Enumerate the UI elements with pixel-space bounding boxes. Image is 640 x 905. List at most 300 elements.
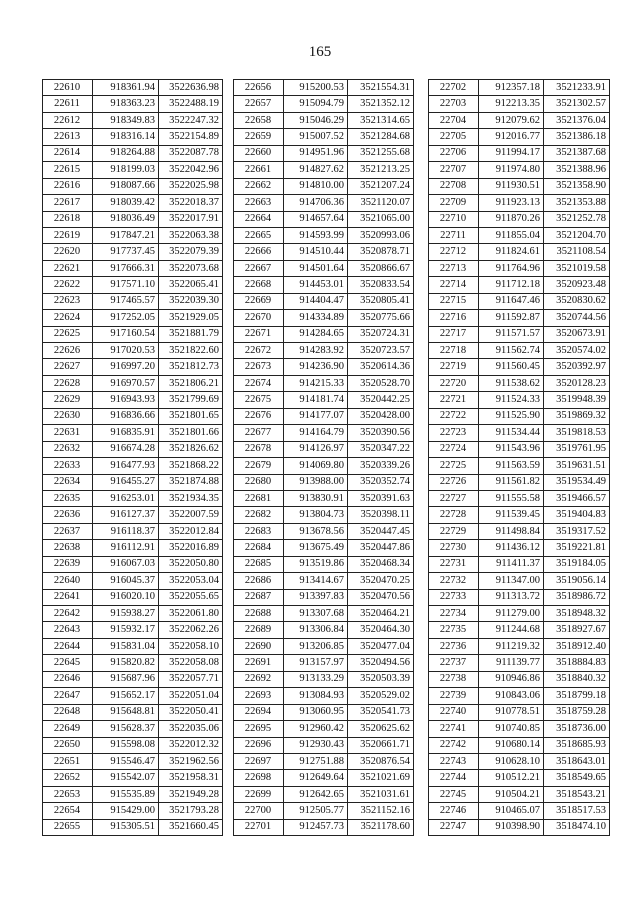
point-id-cell: 22645 <box>43 655 93 671</box>
y-coordinate-cell: 3518517.53 <box>544 803 610 819</box>
table-row <box>43 737 223 753</box>
point-id-cell: 22665 <box>234 227 284 243</box>
point-id-cell: 22658 <box>234 112 284 128</box>
table-row <box>429 770 610 786</box>
x-coordinate-cell: 918316.14 <box>93 129 159 145</box>
point-id-cell: 22738 <box>429 671 479 687</box>
y-coordinate-cell: 3519184.05 <box>544 556 610 572</box>
point-id-cell: 22688 <box>234 606 284 622</box>
y-coordinate-cell: 3520447.86 <box>348 540 414 556</box>
x-coordinate-cell: 913084.93 <box>284 688 348 704</box>
x-coordinate-cell: 914810.00 <box>284 178 348 194</box>
y-coordinate-cell: 3521793.28 <box>159 803 223 819</box>
y-coordinate-cell: 3521881.79 <box>159 326 223 342</box>
y-coordinate-cell: 3518948.32 <box>544 606 610 622</box>
x-coordinate-cell: 916253.01 <box>93 490 159 506</box>
point-id-cell: 22657 <box>234 96 284 112</box>
table-row <box>429 803 610 819</box>
x-coordinate-cell: 911764.96 <box>479 260 544 276</box>
point-id-cell: 22725 <box>429 458 479 474</box>
table-row <box>429 523 610 539</box>
point-id-cell: 22693 <box>234 688 284 704</box>
y-coordinate-cell: 3520352.74 <box>348 474 414 490</box>
x-coordinate-cell: 914215.33 <box>284 375 348 391</box>
y-coordinate-cell: 3518927.67 <box>544 622 610 638</box>
y-coordinate-cell: 3520723.57 <box>348 343 414 359</box>
y-coordinate-cell: 3521826.62 <box>159 441 223 457</box>
y-coordinate-cell: 3521284.68 <box>348 129 414 145</box>
y-coordinate-cell: 3521388.96 <box>544 162 610 178</box>
y-coordinate-cell: 3521387.68 <box>544 145 610 161</box>
point-id-cell: 22679 <box>234 458 284 474</box>
x-coordinate-cell: 911543.96 <box>479 441 544 457</box>
point-id-cell: 22740 <box>429 704 479 720</box>
table-row <box>234 425 414 441</box>
point-id-cell: 22702 <box>429 80 479 96</box>
point-id-cell: 22734 <box>429 606 479 622</box>
x-coordinate-cell: 911994.17 <box>479 145 544 161</box>
x-coordinate-cell: 915938.27 <box>93 606 159 622</box>
table-row <box>43 786 223 802</box>
x-coordinate-cell: 915820.82 <box>93 655 159 671</box>
table-row <box>234 211 414 227</box>
y-coordinate-cell: 3522057.71 <box>159 671 223 687</box>
point-id-cell: 22733 <box>429 589 479 605</box>
table-row <box>234 145 414 161</box>
table-row <box>234 277 414 293</box>
table-row <box>429 211 610 227</box>
x-coordinate-cell: 916127.37 <box>93 507 159 523</box>
x-coordinate-cell: 911592.87 <box>479 310 544 326</box>
point-id-cell: 22628 <box>43 375 93 391</box>
y-coordinate-cell: 3521065.00 <box>348 211 414 227</box>
y-coordinate-cell: 3521806.21 <box>159 375 223 391</box>
x-coordinate-cell: 916118.37 <box>93 523 159 539</box>
point-id-cell: 22694 <box>234 704 284 720</box>
x-coordinate-cell: 911824.61 <box>479 244 544 260</box>
table-row <box>43 573 223 589</box>
table-row <box>429 96 610 112</box>
point-id-cell: 22672 <box>234 343 284 359</box>
x-coordinate-cell: 915831.04 <box>93 638 159 654</box>
x-coordinate-cell: 916997.20 <box>93 359 159 375</box>
y-coordinate-cell: 3520673.91 <box>544 326 610 342</box>
point-id-cell: 22743 <box>429 753 479 769</box>
point-id-cell: 22668 <box>234 277 284 293</box>
table-row <box>234 375 414 391</box>
table-row <box>234 80 414 96</box>
point-id-cell: 22644 <box>43 638 93 654</box>
x-coordinate-cell: 916835.91 <box>93 425 159 441</box>
y-coordinate-cell: 3522050.80 <box>159 556 223 572</box>
x-coordinate-cell: 911870.26 <box>479 211 544 227</box>
x-coordinate-cell: 910680.14 <box>479 737 544 753</box>
x-coordinate-cell: 918361.94 <box>93 80 159 96</box>
y-coordinate-cell: 3519466.57 <box>544 490 610 506</box>
x-coordinate-cell: 918199.03 <box>93 162 159 178</box>
y-coordinate-cell: 3520442.25 <box>348 392 414 408</box>
y-coordinate-cell: 3519631.51 <box>544 458 610 474</box>
table-row <box>429 721 610 737</box>
table-row <box>429 162 610 178</box>
x-coordinate-cell: 911498.84 <box>479 523 544 539</box>
y-coordinate-cell: 3520477.04 <box>348 638 414 654</box>
x-coordinate-cell: 912213.35 <box>479 96 544 112</box>
point-id-cell: 22709 <box>429 195 479 211</box>
y-coordinate-cell: 3518643.01 <box>544 753 610 769</box>
y-coordinate-cell: 3521108.54 <box>544 244 610 260</box>
point-id-cell: 22610 <box>43 80 93 96</box>
y-coordinate-cell: 3520744.56 <box>544 310 610 326</box>
table-row <box>429 490 610 506</box>
point-id-cell: 22619 <box>43 227 93 243</box>
point-id-cell: 22711 <box>429 227 479 243</box>
y-coordinate-cell: 3521799.69 <box>159 392 223 408</box>
table-row <box>429 293 610 309</box>
point-id-cell: 22636 <box>43 507 93 523</box>
table-row <box>43 178 223 194</box>
point-id-cell: 22706 <box>429 145 479 161</box>
point-id-cell: 22675 <box>234 392 284 408</box>
x-coordinate-cell: 912505.77 <box>284 803 348 819</box>
point-id-cell: 22660 <box>234 145 284 161</box>
y-coordinate-cell: 3522018.37 <box>159 195 223 211</box>
point-id-cell: 22627 <box>43 359 93 375</box>
x-coordinate-cell: 914177.07 <box>284 408 348 424</box>
table-row <box>234 178 414 194</box>
table-row <box>234 671 414 687</box>
point-id-cell: 22745 <box>429 786 479 802</box>
table-row <box>43 507 223 523</box>
point-id-cell: 22646 <box>43 671 93 687</box>
x-coordinate-cell: 911647.46 <box>479 293 544 309</box>
y-coordinate-cell: 3522087.78 <box>159 145 223 161</box>
y-coordinate-cell: 3521252.78 <box>544 211 610 227</box>
table-row <box>234 474 414 490</box>
point-id-cell: 22621 <box>43 260 93 276</box>
y-coordinate-cell: 3520339.26 <box>348 458 414 474</box>
y-coordinate-cell: 3520614.36 <box>348 359 414 375</box>
y-coordinate-cell: 3520528.70 <box>348 375 414 391</box>
y-coordinate-cell: 3519761.95 <box>544 441 610 457</box>
point-id-cell: 22613 <box>43 129 93 145</box>
point-id-cell: 22629 <box>43 392 93 408</box>
x-coordinate-cell: 914284.65 <box>284 326 348 342</box>
table-row <box>429 589 610 605</box>
table-row <box>429 260 610 276</box>
x-coordinate-cell: 910946.86 <box>479 671 544 687</box>
x-coordinate-cell: 916067.03 <box>93 556 159 572</box>
x-coordinate-cell: 915648.81 <box>93 704 159 720</box>
y-coordinate-cell: 3519818.53 <box>544 425 610 441</box>
point-id-cell: 22639 <box>43 556 93 572</box>
x-coordinate-cell: 917737.45 <box>93 244 159 260</box>
table-row <box>234 655 414 671</box>
x-coordinate-cell: 911313.72 <box>479 589 544 605</box>
y-coordinate-cell: 3522058.10 <box>159 638 223 654</box>
y-coordinate-cell: 3521801.65 <box>159 408 223 424</box>
table-row <box>429 737 610 753</box>
table-row <box>43 129 223 145</box>
table-row <box>429 540 610 556</box>
x-coordinate-cell: 918039.42 <box>93 195 159 211</box>
table-row <box>429 178 610 194</box>
y-coordinate-cell: 3520470.25 <box>348 573 414 589</box>
point-id-cell: 22717 <box>429 326 479 342</box>
y-coordinate-cell: 3522050.41 <box>159 704 223 720</box>
y-coordinate-cell: 3520503.39 <box>348 671 414 687</box>
table-row <box>429 753 610 769</box>
point-id-cell: 22661 <box>234 162 284 178</box>
table-row <box>43 655 223 671</box>
point-id-cell: 22666 <box>234 244 284 260</box>
point-id-cell: 22695 <box>234 721 284 737</box>
point-id-cell: 22724 <box>429 441 479 457</box>
y-coordinate-cell: 3522042.96 <box>159 162 223 178</box>
x-coordinate-cell: 910740.85 <box>479 721 544 737</box>
y-coordinate-cell: 3520878.71 <box>348 244 414 260</box>
point-id-cell: 22662 <box>234 178 284 194</box>
table-row <box>234 622 414 638</box>
point-id-cell: 22722 <box>429 408 479 424</box>
table-row <box>234 96 414 112</box>
point-id-cell: 22617 <box>43 195 93 211</box>
table-row <box>234 721 414 737</box>
point-id-cell: 22735 <box>429 622 479 638</box>
x-coordinate-cell: 913157.97 <box>284 655 348 671</box>
y-coordinate-cell: 3522079.39 <box>159 244 223 260</box>
x-coordinate-cell: 912457.73 <box>284 819 348 835</box>
y-coordinate-cell: 3520392.97 <box>544 359 610 375</box>
x-coordinate-cell: 911571.57 <box>479 326 544 342</box>
table-row <box>234 490 414 506</box>
point-id-cell: 22714 <box>429 277 479 293</box>
point-id-cell: 22615 <box>43 162 93 178</box>
y-coordinate-cell: 3518799.18 <box>544 688 610 704</box>
y-coordinate-cell: 3521874.88 <box>159 474 223 490</box>
point-id-cell: 22667 <box>234 260 284 276</box>
y-coordinate-cell: 3520830.62 <box>544 293 610 309</box>
point-id-cell: 22687 <box>234 589 284 605</box>
x-coordinate-cell: 916020.10 <box>93 589 159 605</box>
point-id-cell: 22678 <box>234 441 284 457</box>
table-row <box>429 145 610 161</box>
point-id-cell: 22732 <box>429 573 479 589</box>
y-coordinate-cell: 3521801.66 <box>159 425 223 441</box>
x-coordinate-cell: 916455.27 <box>93 474 159 490</box>
x-coordinate-cell: 915687.96 <box>93 671 159 687</box>
point-id-cell: 22716 <box>429 310 479 326</box>
x-coordinate-cell: 914069.80 <box>284 458 348 474</box>
x-coordinate-cell: 911534.44 <box>479 425 544 441</box>
y-coordinate-cell: 3520993.06 <box>348 227 414 243</box>
table-row <box>429 375 610 391</box>
x-coordinate-cell: 918087.66 <box>93 178 159 194</box>
x-coordinate-cell: 915046.29 <box>284 112 348 128</box>
table-row <box>43 540 223 556</box>
table-row <box>429 441 610 457</box>
x-coordinate-cell: 916112.91 <box>93 540 159 556</box>
table-row <box>43 490 223 506</box>
y-coordinate-cell: 3520833.54 <box>348 277 414 293</box>
point-id-cell: 22623 <box>43 293 93 309</box>
table-row <box>43 145 223 161</box>
point-id-cell: 22700 <box>234 803 284 819</box>
table-row <box>429 277 610 293</box>
y-coordinate-cell: 3521207.24 <box>348 178 414 194</box>
y-coordinate-cell: 3518884.83 <box>544 655 610 671</box>
table-row <box>234 786 414 802</box>
point-id-cell: 22632 <box>43 441 93 457</box>
table-row <box>234 458 414 474</box>
x-coordinate-cell: 916943.93 <box>93 392 159 408</box>
y-coordinate-cell: 3520661.71 <box>348 737 414 753</box>
table-row <box>429 458 610 474</box>
x-coordinate-cell: 911436.12 <box>479 540 544 556</box>
y-coordinate-cell: 3520398.11 <box>348 507 414 523</box>
table-row <box>234 195 414 211</box>
y-coordinate-cell: 3519534.49 <box>544 474 610 490</box>
x-coordinate-cell: 914827.62 <box>284 162 348 178</box>
x-coordinate-cell: 911219.32 <box>479 638 544 654</box>
table-row <box>234 638 414 654</box>
x-coordinate-cell: 915429.00 <box>93 803 159 819</box>
y-coordinate-cell: 3520775.66 <box>348 310 414 326</box>
table-row <box>234 589 414 605</box>
x-coordinate-cell: 914453.01 <box>284 277 348 293</box>
x-coordinate-cell: 911279.00 <box>479 606 544 622</box>
x-coordinate-cell: 911139.77 <box>479 655 544 671</box>
table-row <box>234 112 414 128</box>
y-coordinate-cell: 3521021.69 <box>348 770 414 786</box>
y-coordinate-cell: 3520347.22 <box>348 441 414 457</box>
point-id-cell: 22697 <box>234 753 284 769</box>
point-id-cell: 22637 <box>43 523 93 539</box>
x-coordinate-cell: 910778.51 <box>479 704 544 720</box>
table-row <box>429 507 610 523</box>
table-row <box>429 425 610 441</box>
x-coordinate-cell: 913307.68 <box>284 606 348 622</box>
table-row <box>43 227 223 243</box>
point-id-cell: 22713 <box>429 260 479 276</box>
x-coordinate-cell: 915546.47 <box>93 753 159 769</box>
point-id-cell: 22680 <box>234 474 284 490</box>
point-id-cell: 22640 <box>43 573 93 589</box>
point-id-cell: 22655 <box>43 819 93 835</box>
y-coordinate-cell: 3518759.28 <box>544 704 610 720</box>
point-id-cell: 22684 <box>234 540 284 556</box>
x-coordinate-cell: 913060.95 <box>284 704 348 720</box>
y-coordinate-cell: 3518736.00 <box>544 721 610 737</box>
table-row <box>429 408 610 424</box>
table-row <box>234 227 414 243</box>
x-coordinate-cell: 914951.96 <box>284 145 348 161</box>
x-coordinate-cell: 911930.51 <box>479 178 544 194</box>
x-coordinate-cell: 911560.45 <box>479 359 544 375</box>
table-row <box>429 638 610 654</box>
y-coordinate-cell: 3522012.32 <box>159 737 223 753</box>
x-coordinate-cell: 911562.74 <box>479 343 544 359</box>
table-row <box>234 688 414 704</box>
x-coordinate-cell: 916836.66 <box>93 408 159 424</box>
table-row <box>429 326 610 342</box>
point-id-cell: 22631 <box>43 425 93 441</box>
table-row <box>43 359 223 375</box>
y-coordinate-cell: 3518912.40 <box>544 638 610 654</box>
coordinate-table-body <box>43 80 223 836</box>
table-row <box>234 606 414 622</box>
point-id-cell: 22626 <box>43 343 93 359</box>
point-id-cell: 22642 <box>43 606 93 622</box>
y-coordinate-cell: 3518543.21 <box>544 786 610 802</box>
y-coordinate-cell: 3520390.56 <box>348 425 414 441</box>
x-coordinate-cell: 913206.85 <box>284 638 348 654</box>
table-row <box>234 540 414 556</box>
y-coordinate-cell: 3520724.31 <box>348 326 414 342</box>
table-row <box>429 310 610 326</box>
x-coordinate-cell: 916970.57 <box>93 375 159 391</box>
point-id-cell: 22737 <box>429 655 479 671</box>
table-row <box>43 260 223 276</box>
table-row <box>429 244 610 260</box>
table-row <box>43 80 223 96</box>
table-row <box>43 458 223 474</box>
point-id-cell: 22669 <box>234 293 284 309</box>
x-coordinate-cell: 911524.33 <box>479 392 544 408</box>
point-id-cell: 22649 <box>43 721 93 737</box>
coordinate-table-body <box>429 80 610 836</box>
table-row <box>43 277 223 293</box>
y-coordinate-cell: 3519056.14 <box>544 573 610 589</box>
x-coordinate-cell: 915652.17 <box>93 688 159 704</box>
x-coordinate-cell: 913675.49 <box>284 540 348 556</box>
x-coordinate-cell: 914706.36 <box>284 195 348 211</box>
point-id-cell: 22624 <box>43 310 93 326</box>
point-id-cell: 22741 <box>429 721 479 737</box>
point-id-cell: 22648 <box>43 704 93 720</box>
point-id-cell: 22620 <box>43 244 93 260</box>
table-row <box>234 129 414 145</box>
x-coordinate-cell: 914657.64 <box>284 211 348 227</box>
point-id-cell: 22692 <box>234 671 284 687</box>
table-row <box>429 786 610 802</box>
table-row <box>43 211 223 227</box>
y-coordinate-cell: 3521868.22 <box>159 458 223 474</box>
table-row <box>234 392 414 408</box>
x-coordinate-cell: 915200.53 <box>284 80 348 96</box>
table-row <box>43 638 223 654</box>
point-id-cell: 22730 <box>429 540 479 556</box>
table-row <box>43 96 223 112</box>
y-coordinate-cell: 3521255.68 <box>348 145 414 161</box>
y-coordinate-cell: 3520447.45 <box>348 523 414 539</box>
point-id-cell: 22718 <box>429 343 479 359</box>
x-coordinate-cell: 912751.88 <box>284 753 348 769</box>
table-row <box>234 310 414 326</box>
y-coordinate-cell: 3521386.18 <box>544 129 610 145</box>
table-row <box>234 162 414 178</box>
point-id-cell: 22664 <box>234 211 284 227</box>
point-id-cell: 22641 <box>43 589 93 605</box>
table-row <box>234 326 414 342</box>
y-coordinate-cell: 3521152.16 <box>348 803 414 819</box>
table-row <box>43 556 223 572</box>
x-coordinate-cell: 913830.91 <box>284 490 348 506</box>
point-id-cell: 22721 <box>429 392 479 408</box>
x-coordinate-cell: 915094.79 <box>284 96 348 112</box>
y-coordinate-cell: 3522063.38 <box>159 227 223 243</box>
y-coordinate-cell: 3521934.35 <box>159 490 223 506</box>
